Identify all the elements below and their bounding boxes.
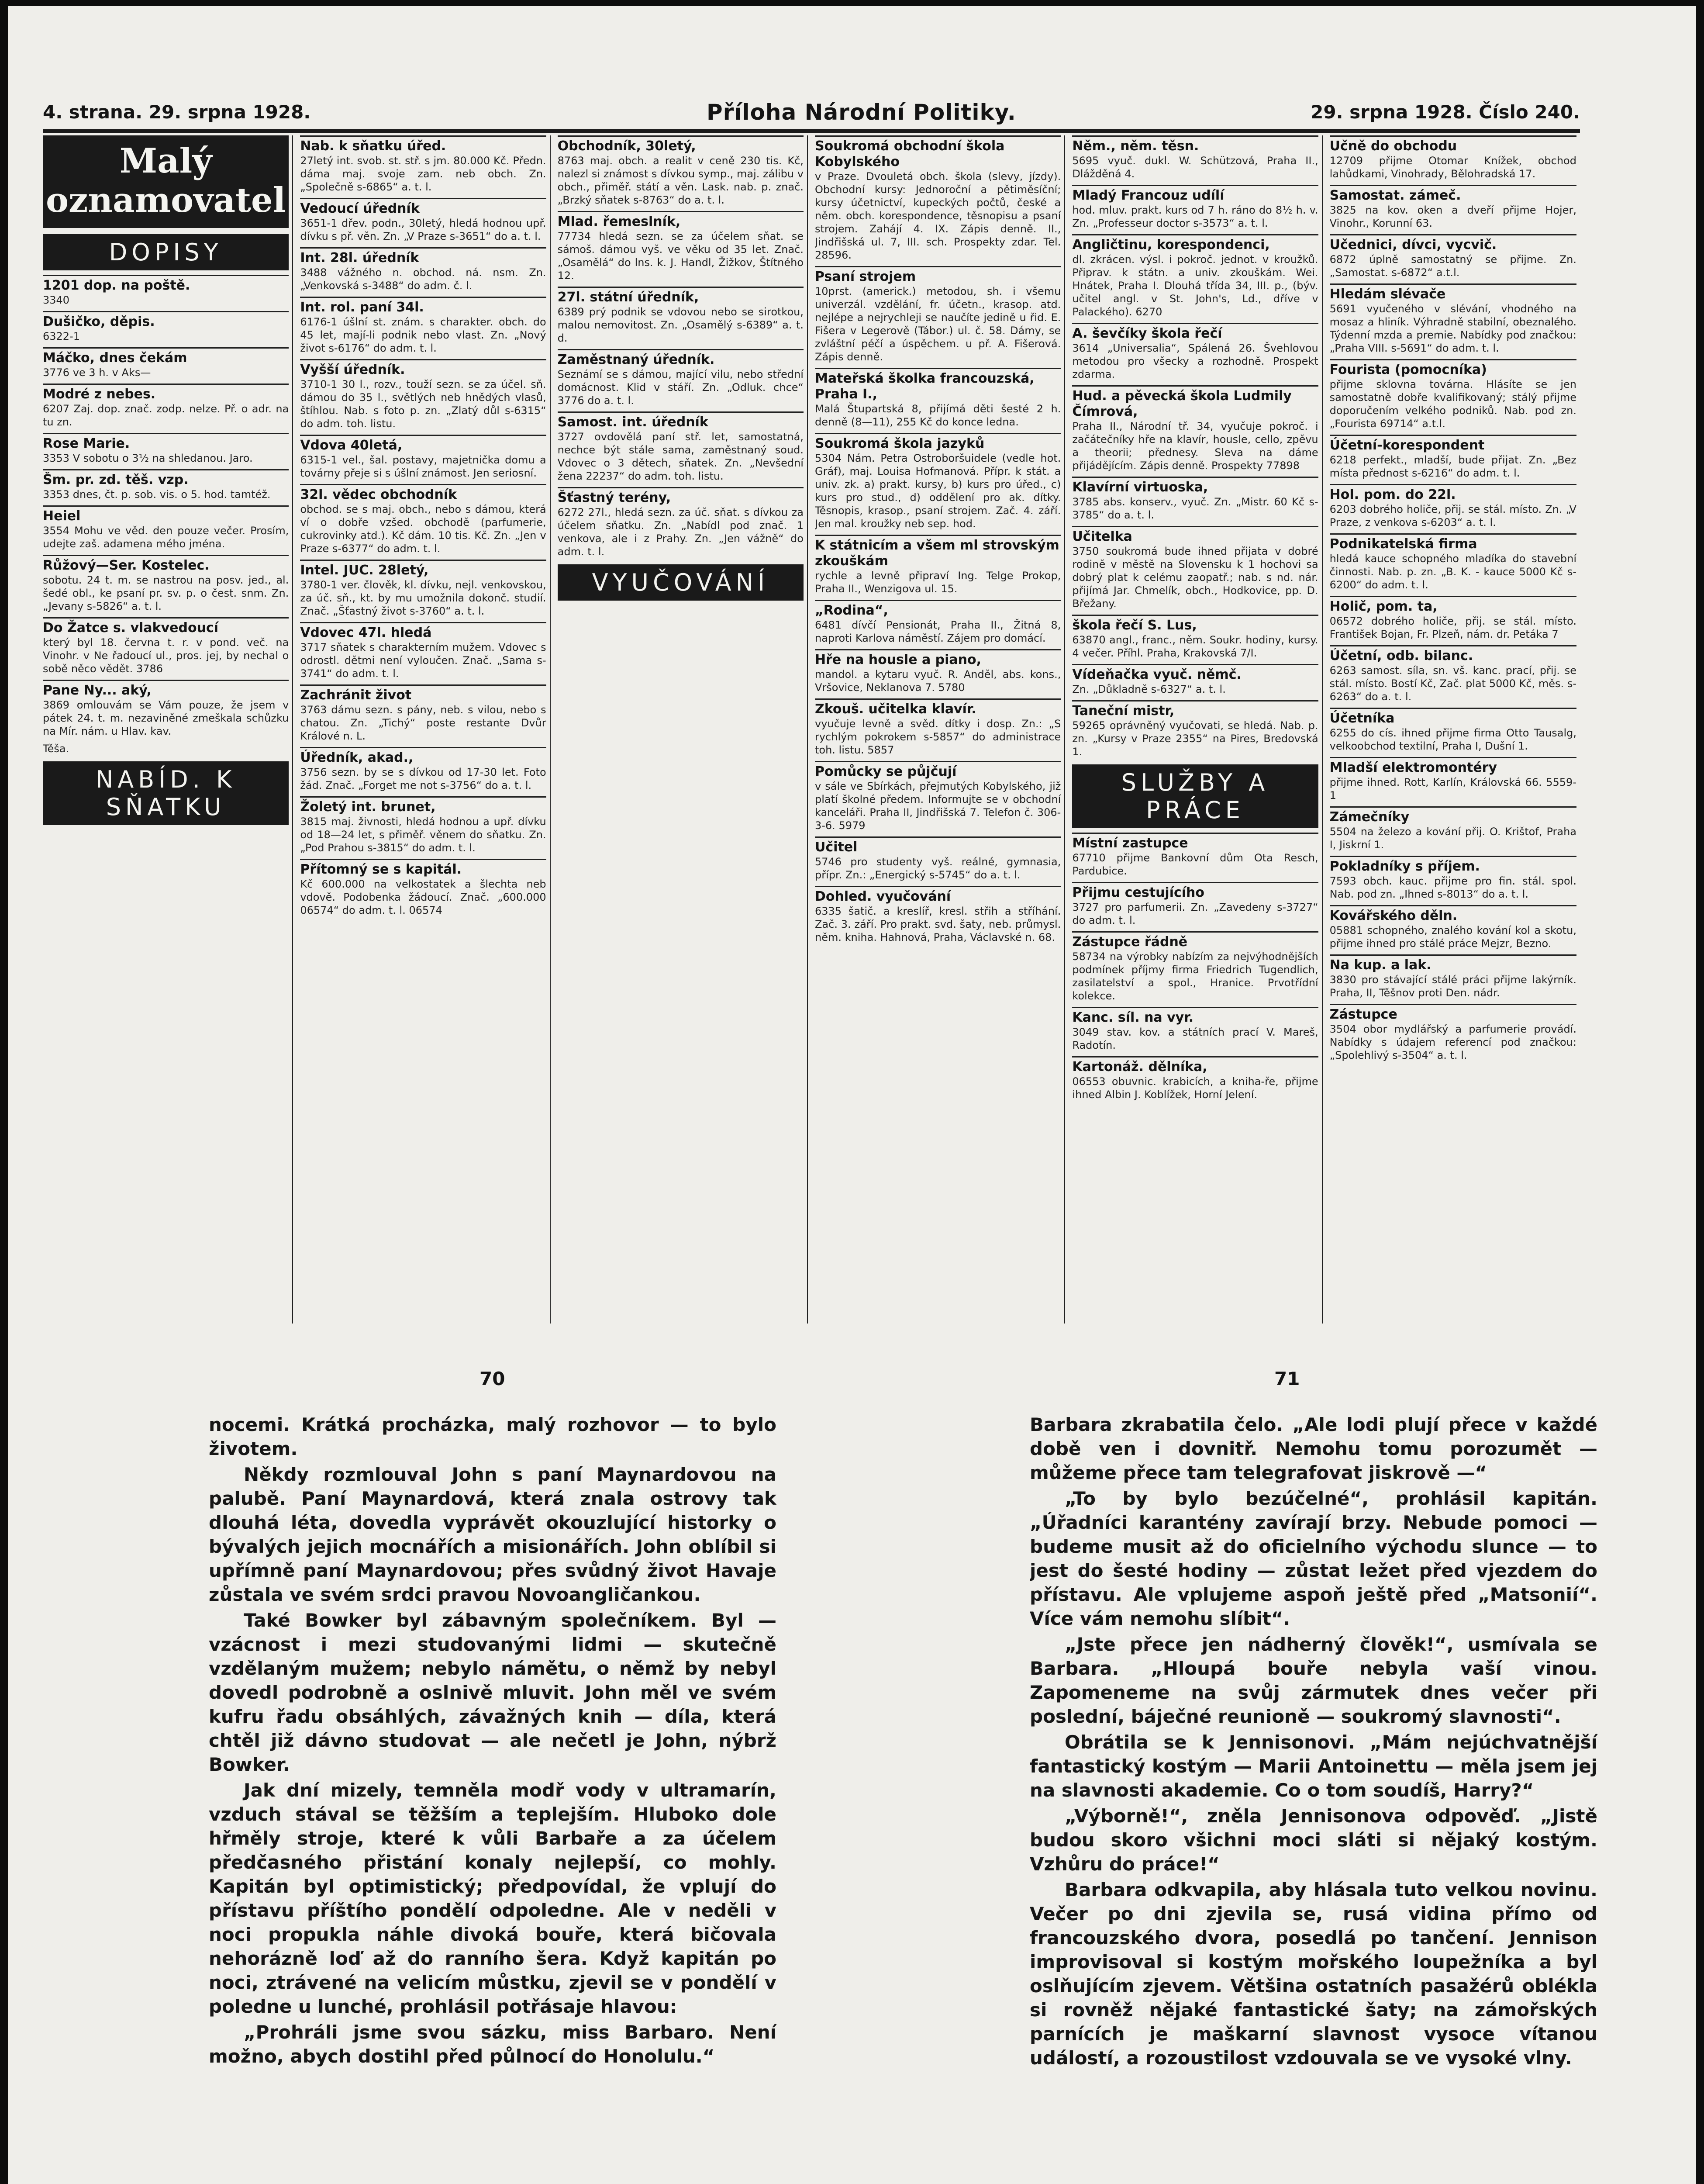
section-services-heading: SLUŽBY A PRÁCE xyxy=(1072,764,1318,828)
ad-body: 6872 úplně samostatný se přijme. Zn. „Samostat. s-6872“ a.t.l. xyxy=(1329,253,1576,279)
ad-heading: A. ševčíky škola řečí xyxy=(1072,323,1318,342)
ad-heading: „Rodina“, xyxy=(815,600,1061,619)
masthead: Malý oznamovatel xyxy=(43,135,289,228)
ad-body: který byl 18. června t. r. v pond. več. na Vinohr. v Ne řadoucí ul., pros. jej, by nechal o sobě něco vědět. 3786 xyxy=(43,636,289,675)
classified-ad xyxy=(1330,856,1576,901)
classified-ad xyxy=(558,135,804,207)
ad-heading: škola řečí S. Lus, xyxy=(1072,615,1318,633)
page-number-left: 70 xyxy=(479,1368,505,1389)
ad-body: 3825 na kov. oken a dveří přijme Hojer, Vinohr., Korunní 63. xyxy=(1329,204,1576,229)
ad-heading: Samostat. zámeč. xyxy=(1330,185,1576,204)
classified-ad xyxy=(300,359,546,430)
ad-heading: Učitelka xyxy=(1072,526,1318,545)
classified-ad xyxy=(815,698,1061,757)
ad-body: hledá kauce schopného mladíka do stavební činnosti. Nab. p. zn. „B. K. - kauce 5000 Kč s-6200“ do adm. t. l. xyxy=(1329,553,1576,591)
ad-heading: Zástupce řádně xyxy=(1072,931,1318,950)
ad-heading: Samost. int. úředník xyxy=(558,411,804,430)
ad-heading: Přítomný se s kapitál. xyxy=(300,859,546,878)
scanned-page xyxy=(8,6,1696,2184)
ad-heading: Zaměstnaný úředník. xyxy=(558,349,804,368)
classified-ad xyxy=(43,433,289,465)
ad-body: 3353 V sobotu o 3½ na shledanou. Jaro. xyxy=(43,452,253,464)
classified-ad xyxy=(300,198,546,243)
ad-heading: Hře na housle a piano, xyxy=(815,649,1061,668)
ad-heading: Něm., něm. těsn. xyxy=(1072,135,1318,154)
ad-body: 05881 schopného, znalého kování kol a skotu, přijme ihned pro stálé práce Mejzr, Bezno. xyxy=(1329,924,1576,950)
column-2 xyxy=(300,135,550,1324)
ad-heading: Šťastný terény, xyxy=(558,487,804,506)
ad-body: 3750 soukromá bude ihned přijata v dobré rodině v městě na Slovensku k 1 hochovi sa dobrý plat k celému zaopatř.; nab. s nd. nár. přijímá Jar. Chmelík, obch., Hodkovice, pp. D. Břežany. xyxy=(1072,545,1318,610)
column-4 xyxy=(815,135,1065,1324)
ad-heading: Klavírní virtuoska, xyxy=(1072,477,1318,495)
ad-heading: 32l. vědec obchodník xyxy=(300,484,546,503)
column-2-ads xyxy=(300,135,546,917)
classified-ad xyxy=(300,297,546,355)
ad-heading: Dušičko, děpis. xyxy=(43,311,289,330)
classified-ad xyxy=(1072,882,1318,927)
section-letters-heading: DOPISY xyxy=(43,234,289,270)
story-column-left xyxy=(209,1413,776,2184)
ad-body: 3710-1 30 l., rozv., touží sezn. se za účel. sň. dámou do 35 l., světlých neb hnědých vlasů, štíhlou. Nab. s foto p. zn. „Zlatý důl s-6315“ do adm. toh. listu. xyxy=(300,378,546,430)
classified-ad xyxy=(815,535,1061,595)
ad-body: 6272 27l., hledá sezn. za úč. sňat. s dívkou za účelem sňatku. Zn. „Nabídl pod znač. 1 venkova, ale i z Prahy. Zn. „Jen vážně“ do adm. t. l. xyxy=(557,506,804,558)
ad-heading: Hol. pom. do 22l. xyxy=(1330,484,1576,503)
classified-ad xyxy=(300,247,546,292)
ad-body: rychle a levně připraví Ing. Telge Prokop, Praha II., Wenzigova ul. 15. xyxy=(814,570,1061,595)
ad-body: 6315-1 vel., šal. postavy, majetnička domu a továrny přeje si s úšlní známost. Jen seriosní. xyxy=(300,454,546,479)
ad-body: sobotu. 24 t. m. se nastrou na posv. jed., al. šedé obl., ke psaní pr. sv. p. o čest. snm. Zn. „Jevany s-5826“ a. t. l. xyxy=(43,574,289,612)
column-5 xyxy=(1072,135,1322,1324)
classified-ad xyxy=(300,859,546,917)
classified-ad xyxy=(815,368,1061,429)
classified-ad xyxy=(815,886,1061,944)
ad-heading: Vyšší úředník. xyxy=(300,359,546,378)
ad-body: Malá Štupartská 8, přijímá děti šesté 2 h. denně (8—11), 255 Kč do konce ledna. xyxy=(814,403,1061,428)
ad-body: 3554 Mohu ve věd. den pouze večer. Prosím, udejte zaš. adamena mého jména. xyxy=(43,525,289,550)
ad-body: 3049 stav. kov. a státních prací V. Mareš, Radotín. xyxy=(1072,1026,1318,1051)
classified-ad xyxy=(1330,708,1576,753)
column-1-ads xyxy=(43,275,289,755)
ad-body: 3353 dnes, čt. p. sob. vis. o 5. hod. tamtéž. xyxy=(43,488,271,501)
classified-ad xyxy=(43,742,289,755)
ad-body: 7593 obch. kauc. přijme pro fin. stál. spol. Nab. pod zn. „Ihned s-8013“ do a. t. l. xyxy=(1329,875,1576,900)
classified-ad xyxy=(43,384,289,429)
classified-ad xyxy=(1330,1004,1576,1062)
ad-body: 3780-1 ver. člověk, kl. dívku, nejl. venkovskou, za úč. sň., kt. by mu umožnila dokonč. studií. Znač. „Šťastný život s-3760“ a. t. l. xyxy=(300,579,546,617)
classified-ad xyxy=(43,469,289,501)
ad-heading: Účetníka xyxy=(1330,708,1576,726)
classified-ad xyxy=(1072,615,1318,660)
ad-body: 3717 sňatek s charakterním mužem. Vdovec s odrostl. dětmi není vyloučen. Znač. „Sama s-3741“ do adm. t. l. xyxy=(300,641,546,680)
ad-heading: Vdova 40letá, xyxy=(300,435,546,453)
ad-body: 3651-1 dřev. podn., 30letý, hledá hodnou upř. dívku s př. věn. Zn. „V Praze s-3651“ do a. t. l. xyxy=(300,217,546,242)
ad-heading: Zámečníky xyxy=(1330,806,1576,825)
classified-ad xyxy=(558,487,804,558)
ad-body: 6207 Zaj. dop. znač. zodp. nelze. Př. o adr. na tu zn. xyxy=(43,403,289,428)
ad-heading: Dohled. vyučování xyxy=(815,886,1061,905)
ad-heading: Psaní strojem xyxy=(815,266,1061,285)
ad-heading: Růžový—Ser. Kostelec. xyxy=(43,555,289,574)
ad-heading: Hud. a pěvecká škola Ludmily Čímrová, xyxy=(1072,385,1318,420)
ad-body: 5304 Nám. Petra Ostroboršuidele (vedle hot. Gráf), maj. Louisa Hofmanová. Přípr. k stát. a univ. zk. a) prakt. kursy, b) kurs pro úřed., c) kurs pro stud., d) oddělení pro ak. dítky. Těsnopis, krasop., psaní strojem. Zač. 4. září. Jen mal. kroužky neb sep. hod. xyxy=(814,452,1061,530)
ad-body: 3776 ve 3 h. v Aks— xyxy=(43,366,151,379)
ad-heading: Účetní, odb. bilanc. xyxy=(1330,645,1576,664)
ad-body: mandol. a kytaru vyuč. R. Anděl, abs. kons., Vršovice, Neklanova 7. 5780 xyxy=(814,668,1061,694)
classified-ad xyxy=(1330,234,1576,279)
classified-ad xyxy=(558,287,804,345)
classified-ad xyxy=(815,649,1061,694)
classified-ad xyxy=(1330,359,1576,430)
ad-heading: Mlad. řemeslník, xyxy=(558,211,804,230)
classified-ad xyxy=(1330,135,1576,180)
story-paragraph: „Prohráli jsme svou sázku, miss Barbaro. Není možno, abych dostihl před půlnocí do Honolulu.“ xyxy=(209,2022,776,2067)
classified-ad xyxy=(558,211,804,282)
ad-heading: Žoletý int. brunet, xyxy=(300,796,546,815)
classified-ad xyxy=(1330,596,1576,641)
ad-heading: Mladší elektromontéry xyxy=(1330,757,1576,776)
ad-body: 3815 maj. živnosti, hledá hodnou a upř. dívku od 18—24 let, s přiměř. věnem do sňatku. Zn. „Pod Prahou s-3815“ do adm. t. l. xyxy=(300,816,546,854)
ad-heading: Vdovec 47l. hledá xyxy=(300,622,546,641)
column-5-ads-top xyxy=(1072,135,1318,758)
column-5-ads-bottom xyxy=(1072,833,1318,1101)
ad-body: 6389 prý podnik se vdovou nebo se sirotkou, malou nemovitost. Zn. „Osamělý s-6389“ a. t. d. xyxy=(557,306,804,344)
ad-body: 77734 hledá sezn. se za účelem sňat. se sámoš. dámou vyš. ve věku od 35 let. Znač. „Osamělá“ do lns. k. J. Handl, Žižkov, Štítného 12. xyxy=(557,230,804,282)
classified-ad xyxy=(1072,833,1318,878)
story-paragraph: Barbara zkrabatila čelo. „Ale lodi plují přece v každé době ven i dovnitř. Nemohu tomu porozumět — můžeme přece tam telegrafovat jiskrově —“ xyxy=(1030,1414,1597,1483)
ad-body: Těša. xyxy=(43,743,69,755)
ad-body: v sále ve Sbírkách, přejmutých Kobylského, již platí školné předem. Informujte se v obchodní kanceláři. Praha II, Jindřišská 7. Telefon č. 306-3-6. 5979 xyxy=(814,780,1061,832)
classified-ad xyxy=(1072,234,1318,318)
ad-body: 5691 vyučeného v slévání, vhodného na mosaz a hliník. Výhradně stabilní, obeznalého. Týdenní mzda a premie. Nabídky pod značkou: „Praha VIII. s-5691“ do adm. t. l. xyxy=(1329,303,1576,354)
ad-body: 3488 vážného n. obchod. ná. nsm. Zn. „Venkovská s-3488“ do adm. č. l. xyxy=(300,266,546,292)
ad-heading: Nab. k sňatku úřed. xyxy=(300,135,546,154)
classified-ad xyxy=(1330,905,1576,950)
ad-body: 8763 maj. obch. a realit v ceně 230 tis. Kč, nalezl si známost s dívkou symp., maj. zálibu v obch., přiměř. státí a věn. Lask. nab. p. znač. „Brzký sňatek s-8763“ do a. t. l. xyxy=(557,155,804,206)
ad-body: 3763 dámu sezn. s pány, neb. s vilou, nebo s chatou. Zn. „Tichý“ poste restante Dvůr Králové n. L. xyxy=(300,704,546,742)
page-number-right: 71 xyxy=(1274,1368,1300,1389)
ad-heading: Fourista (pomocníka) xyxy=(1330,359,1576,378)
classified-ad xyxy=(1072,526,1318,610)
ad-heading: 1201 dop. na poště. xyxy=(43,275,289,294)
ad-body: 6263 samost. síla, sn. vš. kanc. prací, přij. se stál. místo. Bostí Kč, Zač. plat 5000 Kč, měs. s-6263“ do a. t. l. xyxy=(1329,664,1576,703)
ad-body: 5746 pro studenty vyš. reálné, gymnasia, přípr. Zn.: „Energický s-5745“ do a. t. l. xyxy=(814,856,1061,881)
ad-body: 5504 na železo a kování přij. O. Krištof, Praha I, Jiskrní 1. xyxy=(1329,826,1576,851)
ad-heading: Obchodník, 30letý, xyxy=(558,135,804,154)
ad-heading: Učitel xyxy=(815,836,1061,855)
ad-body: 3727 pro parfumerii. Zn. „Zavedeny s-3727“ do adm. t. l. xyxy=(1072,901,1318,926)
ad-heading: Zachránit život xyxy=(300,684,546,703)
classified-ad xyxy=(43,311,289,343)
ad-heading: Kanc. síl. na vyr. xyxy=(1072,1007,1318,1026)
classified-ad xyxy=(43,275,289,307)
ad-heading: Intel. JUC. 28letý, xyxy=(300,560,546,578)
classified-ad xyxy=(300,435,546,480)
classified-ad xyxy=(300,796,546,854)
story-paragraph: Jak dní mizely, temněla modř vody v ultramarín, vzduch stával se těžším a teplejším. Hluboko dole hřměly stroje, které k vůli Barbaře a za účelem předčasného přistání konaly nejlepší, co mohly. Kapitán byl optimistický; předpovídal, že vplují do přístavu příštího pondělí odpoledne. Ale v neděli v noci propukla náhle divoká bouře, která bičovala nehorázně loď až do ranního šera. Když kapitán po noci, ztrávené na velicím můstku, zjevil se v pondělí v poledne u lunché, prohlásil potřásaje hlavou: xyxy=(209,1780,776,2017)
ad-heading: Na kup. a lak. xyxy=(1330,954,1576,973)
ad-body: dl. zkrácen. výsl. i pokroč. jednot. v kroužků. Připrav. k státn. a univ. zkouškám. Wei. Hnátek, Praha I. Dlouhá třída 34, III. p., (býv. učitel angl. v St. John's, Ld., dříve v Palackého). 6270 xyxy=(1072,253,1318,318)
ad-heading: Úředník, akad., xyxy=(300,747,546,766)
ad-body: Praha II., Národní tř. 34, vyučuje pokroč. i začátečníky hře na klavír, housle, cello, zpěvu a theorii; přednesy. Sleva na dáme přijádějícím. Zápis denně. Prospekty 77898 xyxy=(1072,420,1318,472)
ad-heading: Soukromá škola jazyků xyxy=(815,433,1061,452)
classified-ad xyxy=(1330,185,1576,230)
classified-ad xyxy=(815,600,1061,645)
ad-body: 6335 šatič. a kreslíř, kresl. střih a stříhání. Zač. 3. září. Pro prakt. svd. šaty, neb. průmysl. něm. kniha. Hahnová, Praha, Václavské n. 68. xyxy=(814,905,1061,943)
ad-heading: Zástupce xyxy=(1330,1004,1576,1023)
classified-ad xyxy=(1072,385,1318,472)
story-paragraph: Obrátila se k Jennisonovi. „Mám nejúchvatnější fantastický kostým — Marii Antoinettu — měla jsem jej na slavnosti akademie. Co o tom soudíš, Harry?“ xyxy=(1030,1731,1597,1801)
ad-heading: K státnicím a všem ml strovským zkouškám xyxy=(815,535,1061,569)
ad-body: 3340 xyxy=(43,294,70,306)
classified-ad xyxy=(815,266,1061,363)
ad-heading: Mladý Francouz udílí xyxy=(1072,185,1318,204)
ad-body: Kč 600.000 na velkostatek a šlechta neb vdově. Podobenka žádoucí. Znač. „600.000 06574“ do adm. t. l. 06574 xyxy=(300,878,546,916)
classified-ad xyxy=(43,555,289,613)
ad-body: vyučuje levně a svěd. dítky i dosp. Zn.: „S rychlým pokrokem s-5857“ do administrace toh. listu. 5857 xyxy=(814,718,1061,756)
ad-heading: Angličtinu, korespondenci, xyxy=(1072,234,1318,253)
ad-heading: Máčko, dnes čekám xyxy=(43,347,289,366)
classified-ad xyxy=(1072,931,1318,1002)
column-1 xyxy=(43,135,293,1324)
ad-heading: Podnikatelská firma xyxy=(1330,533,1576,552)
ad-body: 6255 do cís. ihned přijme firma Otto Tausalg, velkoobchod textilní, Praha I, Dušní 1. xyxy=(1329,727,1576,752)
column-3-ads xyxy=(558,135,804,558)
classified-ad xyxy=(300,622,546,680)
ad-body: 63870 angl., franc., něm. Soukr. hodiny, kursy. 4 večer. Příhl. Praha, Krakovská 7/I. xyxy=(1072,634,1318,659)
classified-ad xyxy=(43,617,289,675)
classified-ad xyxy=(1330,484,1576,529)
ad-heading: Kovářského děln. xyxy=(1330,905,1576,924)
ad-heading: Int. rol. paní 34l. xyxy=(300,297,546,315)
story-paragraph: „Výborně!“, zněla Jennisonova odpověď. „Jistě budou skoro všichni moci sláti si nějaký kostým. Vzhůru do práce!“ xyxy=(1030,1805,1597,1875)
ad-body: 3785 abs. konserv., vyuč. Zn. „Mistr. 60 Kč s-3785“ do a. t. l. xyxy=(1072,496,1318,521)
ad-heading: Pane Ny... aký, xyxy=(43,680,289,698)
ad-heading: Vedoucí úředník xyxy=(300,198,546,217)
page-header xyxy=(43,101,1580,128)
classified-ad xyxy=(1072,1056,1318,1101)
ad-heading: Mateřská školka francouzská, Praha I., xyxy=(815,368,1061,402)
classified-ad xyxy=(1330,533,1576,591)
ad-heading: Účetní-korespondent xyxy=(1330,435,1576,453)
ad-heading: 27l. státní úředník, xyxy=(558,287,804,305)
ad-body: 3830 pro stávající stálé práci přijme lakýrník. Praha, II, Těšnov proti Den. nádr. xyxy=(1329,974,1576,999)
ad-body: přijme sklovna továrna. Hlásíte se jen samostatně dobře kvalifikovaný; stálý přijme doporučením velkého podniků. Nab. pod zn. „Fourista 69714“ a.t.l. xyxy=(1329,378,1576,430)
classified-ad xyxy=(1330,645,1576,703)
ad-heading: Zkouš. učitelka klavír. xyxy=(815,698,1061,717)
classified-ad xyxy=(1072,664,1318,696)
ad-body: 06553 obuvnic. krabicích, a kniha-ře, přijme ihned Albin J. Koblížek, Horní Jelení. xyxy=(1072,1075,1318,1101)
ad-body: 3504 obor mydlářský a parfumerie provádí. Nabídky s údajem referencí pod značkou: „Spolehlivý s-3504“ a. t. l. xyxy=(1329,1023,1576,1061)
classified-section xyxy=(43,135,1580,1324)
classified-ad xyxy=(558,411,804,483)
classified-ad xyxy=(815,761,1061,832)
ad-heading: Taneční mistr, xyxy=(1072,700,1318,719)
classified-ad xyxy=(815,135,1061,262)
classified-ad xyxy=(815,433,1061,530)
classified-ad xyxy=(1072,700,1318,758)
section-teaching-heading: VYUČOVÁNÍ xyxy=(558,564,804,601)
classified-ad xyxy=(1072,1007,1318,1052)
classified-ad xyxy=(1330,435,1576,480)
ad-heading: Učednici, dívci, vycvič. xyxy=(1330,234,1576,253)
column-6 xyxy=(1330,135,1580,1324)
story-paragraph: „To by bylo bezúčelné“, prohlásil kapitán. „Úřadníci karantény zavírají brzy. Nebude pomoci — budeme musit až do oficielního východu slunce — to jest do šesté hodiny — zůstat ležet před vjezdem do přístavu. Ale vplujeme aspoň ještě před „Matsonií“. Více vám nemohu slíbit“. xyxy=(1030,1488,1597,1629)
story-paragraph: Také Bowker byl zábavným společníkem. Byl — vzácnost i mezi studovanými lidmi — skutečně vzdělaným mužem; nebylo námětu, o němž by nebyl dovedl podrobně a oslnivě mluvit. John měl ve svém kufru řadu obsáhlých, závažných knih — díla, která chtěl již dávno studovat — ale nečetl je John, nýbrž Bowker. xyxy=(209,1610,776,1775)
ad-heading: Heiel xyxy=(43,505,289,524)
header-date-right: 29. srpna 1928. Číslo 240. xyxy=(1311,101,1580,123)
classified-ad xyxy=(43,680,289,738)
classified-ad xyxy=(300,684,546,743)
classified-ad xyxy=(1330,757,1576,802)
ad-body: v Praze. Dvouletá obch. škola (slevy, jízdy). Obchodní kursy: Jednoroční a pětiměsíční; kursy účetnictví, kupeckých počtů, české a něm. obch. korespondence, těsnopisu a psaní strojem. Zahájí 4. IX. Zápis denně. II., Jindřišská ul. 7, III. sch. Prospekty zdar. Tel. 28596. xyxy=(814,170,1061,261)
ad-heading: Přijmu cestujícího xyxy=(1072,882,1318,901)
ad-heading: Do Žatce s. vlakvedoucí xyxy=(43,617,289,636)
classified-ad xyxy=(1330,954,1576,999)
header-title: Příloha Národní Politiky. xyxy=(707,100,1016,125)
ad-body: 6322-1 xyxy=(43,330,80,342)
classified-ad xyxy=(558,349,804,407)
ad-body: Zn. „Důkladně s-6327“ a. t. l. xyxy=(1072,683,1226,695)
story-paragraph: nocemi. Krátká procházka, malý rozhovor — to bylo životem. xyxy=(209,1414,776,1459)
ad-heading: Soukromá obchodní škola Kobylského xyxy=(815,135,1061,170)
classified-ad xyxy=(43,347,289,379)
ad-heading: Int. 28l. úředník xyxy=(300,247,546,266)
ad-heading: Vídeňačka vyuč. němč. xyxy=(1072,664,1318,683)
column-3 xyxy=(558,135,808,1324)
classified-ad xyxy=(1072,185,1318,230)
classified-ad xyxy=(1330,283,1576,355)
header-rule xyxy=(43,129,1580,133)
classified-ad xyxy=(1072,323,1318,381)
ad-body: 10prst. (americk.) metodou, sh. i všemu univerzál. vzdělání, fr. účetn., krasop. atd. nejlépe a nejrychleji se naučíte jedině u řid. E. Fišera v Legerově (Tábor.) ul. č. 58. Dámy, se zvláštní péčí a úspěchem. u př. A. Fišerová. Zápis denně. xyxy=(814,285,1061,363)
classified-ad xyxy=(43,505,289,550)
ad-body: 27letý int. svob. st. stř. s jm. 80.000 Kč. Předn. dáma maj. svoje zam. neb obch. Zn. „Společně s-6865“ a. t. l. xyxy=(300,155,546,193)
column-6-ads xyxy=(1330,135,1576,1062)
ad-heading: Holič, pom. ta, xyxy=(1330,596,1576,615)
story-paragraph: Někdy rozmlouval John s paní Maynardovou na palubě. Paní Maynardová, která znala ostrovy tak dlouhá léta, dovedla vyprávět okouzlující historky o bývalých jejich mocnářích a misionářích. John oblíbil si upřímně paní Maynardovou; přes svůdný život Havaje zůstala ve svém srdci pravou Novoangličankou. xyxy=(209,1464,776,1605)
story-paragraph: Barbara odkvapila, aby hlásala tuto velkou novinu. Večer po dni zjevila se, rusá vidina přímo od francouzského dvora, posedlá po tančení. Jennison improvisoval si kostým mořského loupežníka a byl oslňujícím zjevem. Většina ostatních pasažérů oblékla si rovněž nějaké fantastické šaty; na zámořských parnících je maškarní slavnost vysoce vítanou událostí, a rozoustilost vzdouvala se ve vysoké vlny. xyxy=(1030,1879,1597,2069)
ad-heading: Modré z nebes. xyxy=(43,384,289,402)
classified-ad xyxy=(300,560,546,618)
ad-heading: Učně do obchodu xyxy=(1330,135,1576,154)
story-column-right xyxy=(1030,1413,1597,2184)
ad-heading: Hledám slévače xyxy=(1330,283,1576,302)
ad-body: přijme ihned. Rott, Karlín, Královská 66. 5559-1 xyxy=(1329,776,1576,802)
ad-body: 12709 přijme Otomar Knížek, obchod lahůdkami, Vinohrady, Bělohradská 17. xyxy=(1329,155,1576,180)
ad-body: 06572 dobrého holiče, přij. se stál. místo. František Bojan, Fr. Plzeň, nám. dr. Petáka 7 xyxy=(1329,615,1576,640)
section-marriage-heading: NABÍD. K SŇATKU xyxy=(43,761,289,825)
ad-body: 6481 dívčí Pensionát, Praha II., Žitná 8, naproti Karlova náměstí. Zájem pro domácí. xyxy=(814,619,1061,644)
ad-heading: Rose Marie. xyxy=(43,433,289,452)
ad-heading: Pokladníky s příjem. xyxy=(1330,856,1576,874)
ad-heading: Kartonáž. dělníka, xyxy=(1072,1056,1318,1075)
header-date-left: 4. strana. 29. srpna 1928. xyxy=(43,101,311,123)
ad-body: 3614 „Universalia“, Spálená 26. Švehlovou metodou pro všecky a rozhodně. Prospekt zdarma. xyxy=(1072,342,1318,380)
ad-body: hod. mluv. prakt. kurs od 7 h. ráno do 8½ h. v. Zn. „Professeur doctor s-3573“ a. t. l. xyxy=(1072,204,1318,229)
ad-body: 58734 na výrobky nabízím za nejvýhodnějších podmínek příjmy firma Friedrich Tugendlich, zasilatelství a spol., Hranice. Prvotřídní kolekce. xyxy=(1072,950,1318,1002)
ad-body: 5695 vyuč. dukl. W. Schützová, Praha II., Dlážděná 4. xyxy=(1072,155,1318,180)
ad-body: obchod. se s maj. obch., nebo s dámou, která ví o dobře vzšed. obchodě (parfumerie, cukrovinky atd.). Kč dám. 10 tis. Kč. Zn. „Jen v Praze s-6377“ do adm. t. l. xyxy=(300,503,546,555)
ad-body: 6218 perfekt., mladší, bude přijat. Zn. „Bez místa přednost s-6216“ do adm. t. l. xyxy=(1329,454,1576,479)
classified-ad xyxy=(300,135,546,194)
ad-body: 3727 ovdovělá paní stř. let, samostatná, nechce být stále sama, zaměstnaný soud. Vdovec o 3 dětech, sňatek. Zn. „Nevšední žena 22237“ do adm. toh. listu. xyxy=(557,431,804,482)
story-paragraph: „Jste přece jen nádherný člověk!“, usmívala se Barbara. „Hloupá bouře nebyla vaší vinou. Zapomeneme na svůj zármutek dnes večer při poslední, báječné reunioně — soukromý slavnosti“. xyxy=(1030,1634,1597,1727)
ad-body: 3756 sezn. by se s dívkou od 17-30 let. Foto žád. Znač. „Forget me not s-3756“ do a. t. l. xyxy=(300,766,546,791)
ad-body: 59265 oprávněný vyučovati, se hledá. Nab. p. zn. „Kursy v Praze 2355“ na Pires, Bredovská 1. xyxy=(1072,719,1318,758)
classified-ad xyxy=(1072,477,1318,522)
ad-body: 6203 dobrého holiče, přij. se stál. místo. Zn. „V Praze, z venkova s-6203“ a. t. l. xyxy=(1329,503,1576,529)
classified-ad xyxy=(300,484,546,555)
classified-ad xyxy=(1072,135,1318,180)
ad-heading: Pomůcky se půjčují xyxy=(815,761,1061,780)
classified-ad xyxy=(300,747,546,792)
ad-body: 67710 přijme Bankovní dům Ota Resch, Pardubice. xyxy=(1072,852,1318,877)
column-4-ads xyxy=(815,135,1061,944)
classified-ad xyxy=(1330,806,1576,851)
ad-heading: Místní zastupce xyxy=(1072,833,1318,851)
ad-body: 6176-1 úšlní st. znám. s charakter. obch. do 45 let, mají-li podnik nebo vlast. Zn. „Nový život s-6176“ do adm. t. l. xyxy=(300,316,546,354)
ad-heading: Šm. pr. zd. těš. vzp. xyxy=(43,469,289,488)
ad-body: Seznámí se s dámou, mající vilu, nebo střední domácnost. Klid v stáří. Zn. „Odluk. chce“ 3776 do a. t. l. xyxy=(557,368,804,407)
ad-body: 3869 omlouvám se Vám pouze, že jsem v pátek 24. t. m. nezaviněné zmeškala schůzku na Mír. nám. u Hlav. kav. xyxy=(43,699,289,737)
classified-ad xyxy=(815,836,1061,881)
